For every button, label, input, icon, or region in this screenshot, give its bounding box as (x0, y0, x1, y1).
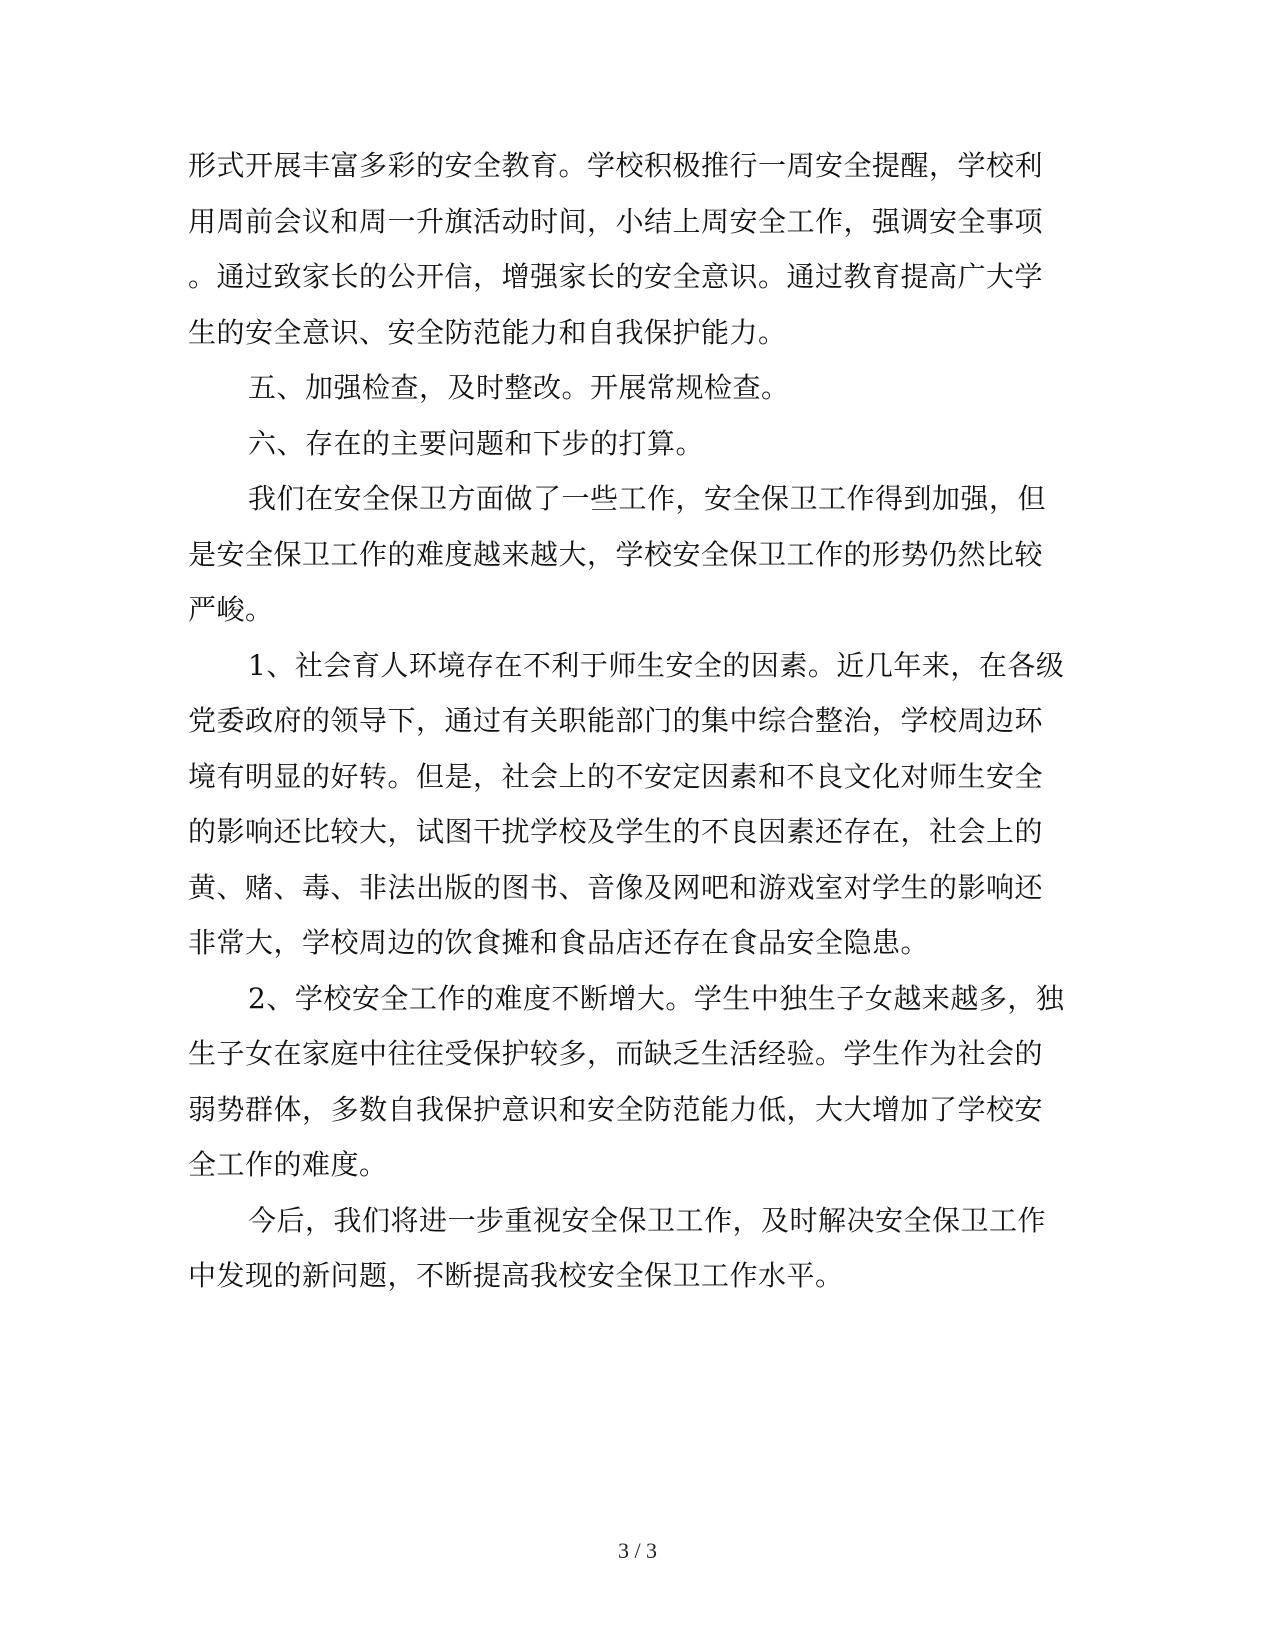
body-line: 黄、赌、毒、非法出版的图书、音像及网吧和游戏室对学生的影响还 (188, 870, 1044, 904)
body-line: 全工作的难度。 (188, 1148, 388, 1181)
paragraph-first-line: 2、学校安全工作的难度不断增大。学生中独生子女越来越多，独 (248, 981, 1065, 1015)
paragraph-first-line: 1、社会育人环境存在不利于师生安全的因素。近几年来，在各级 (248, 648, 1065, 682)
document-body (188, 138, 1083, 1304)
body-line: 非常大，学校周边的饮食摊和食品店还存在食品安全隐患。 (188, 926, 930, 959)
paragraph-first-line: 今后，我们将进一步重视安全保卫工作，及时解决安全保卫工作 (248, 1203, 1047, 1237)
paragraph-first-line: 我们在安全保卫方面做了一些工作，安全保卫工作得到加强，但 (248, 482, 1047, 515)
body-line: 党委政府的领导下，通过有关职能部门的集中综合整治，学校周边环 (188, 704, 1044, 737)
body-line: 形式开展丰富多彩的安全教育。学校积极推行一周安全提醒，学校利 (188, 149, 1044, 182)
body-line: 中发现的新问题，不断提高我校安全保卫工作水平。 (188, 1259, 844, 1292)
body-line: 境有明显的好转。但是，社会上的不安定因素和不良文化对师生安全 (188, 759, 1044, 793)
body-line: 。通过致家长的公开信，增强家长的安全意识。通过教育提高广大学 (188, 260, 1044, 293)
body-line: 生的安全意识、安全防范能力和自我保护能力。 (188, 315, 787, 349)
page-number: 3 / 3 (617, 1538, 658, 1563)
body-line: 严峻。 (188, 593, 274, 626)
body-line: 弱势群体，多数自我保护意识和安全防范能力低，大大增加了学校安 (188, 1092, 1044, 1126)
section-heading-five: 五、加强检查，及时整改。开展常规检查。 (248, 371, 790, 404)
body-line: 用周前会议和周一升旗活动时间，小结上周安全工作，强调安全事项 (188, 204, 1044, 238)
body-line: 生子女在家庭中往往受保护较多，而缺乏生活经验。学生作为社会的 (188, 1037, 1044, 1070)
body-line: 是安全保卫工作的难度越来越大，学校安全保卫工作的形势仍然比较 (188, 537, 1044, 571)
body-line: 的影响还比较大，试图干扰学校及学生的不良因素还存在，社会上的 (188, 815, 1044, 848)
section-heading-six: 六、存在的主要问题和下步的打算。 (248, 426, 705, 460)
